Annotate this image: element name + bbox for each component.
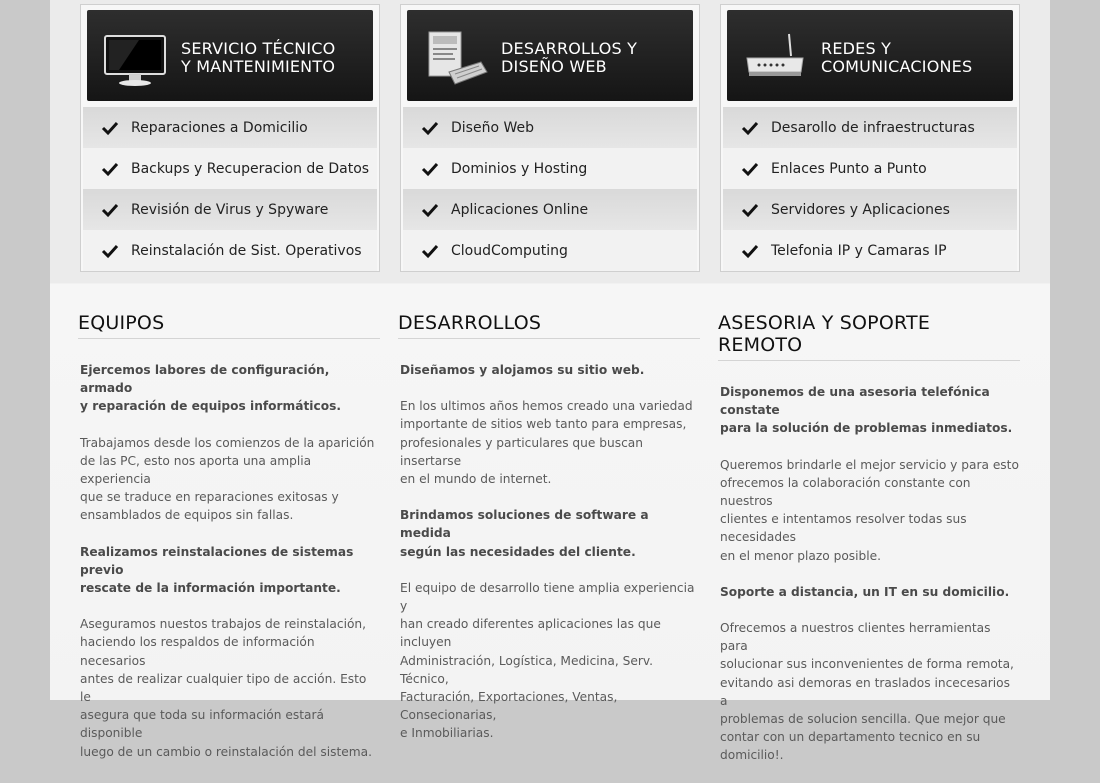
service-item-label: Diseño Web [451,119,534,136]
column-title: DESARROLLOS [398,312,700,339]
service-item-label: Reparaciones a Domicilio [131,119,308,136]
checkmark-icon [101,201,119,219]
service-item[interactable] [83,230,377,271]
info-column-equipos [78,312,380,779]
column-body [718,361,1020,765]
service-item[interactable] [83,107,377,148]
column-body [398,339,700,743]
checkmark-icon [101,160,119,178]
router-icon [739,26,811,90]
column-lead: Soporte a distancia, un IT en su domicilio. [720,584,1010,599]
column-title: EQUIPOS [78,312,380,339]
checkmark-icon [421,201,439,219]
column-paragraph: El equipo de desarrollo tiene amplia experiencia y han creado diferentes aplicaciones las que incluyen Administración, Logística, Medicina, Serv. Técnico, Facturación, Exportaciones, Ventas, Consecionarias, e Inmobiliarias. [400,580,695,741]
service-list [723,107,1017,271]
service-item[interactable] [403,189,697,230]
service-card-title: DESARROLLOS Y DISEÑO WEB [501,39,638,76]
service-item-label: Reinstalación de Sist. Operativos [131,242,362,259]
service-card-title: REDES Y COMUNICACIONES [821,39,973,76]
service-item[interactable] [403,107,697,148]
service-card-header[interactable] [727,10,1013,101]
service-item-label: Aplicaciones Online [451,201,589,218]
service-item-label: Servidores y Aplicaciones [771,201,950,218]
column-lead: Disponemos de una asesoria telefónica constate para la solución de problemas inmediatos. [720,385,1013,436]
column-lead: Ejercemos labores de configuración, armado y reparación de equipos informáticos. [80,363,341,414]
monitor-icon [99,26,171,90]
checkmark-icon [101,242,119,260]
column-paragraph: Trabajamos desde los comienzos de la aparición de las PC, esto nos aporta una amplia experiencia que se traduce en reparaciones exitosas y ensamblados de equipos sin fallas. [80,435,375,523]
service-item[interactable] [83,189,377,230]
checkmark-icon [741,242,759,260]
laptop-icon [419,26,491,90]
service-item-label: Dominios y Hosting [451,160,588,177]
service-item[interactable] [723,189,1017,230]
checkmark-icon [741,119,759,137]
info-column-desarrollos [398,312,700,761]
service-item[interactable] [723,107,1017,148]
column-lead: Brindamos soluciones de software a medida según las necesidades del cliente. [400,508,649,559]
checkmark-icon [421,160,439,178]
service-item-label: Backups y Recuperacion de Datos [131,160,370,177]
column-lead: Diseñamos y alojamos su sitio web. [400,363,645,377]
service-item-label: Enlaces Punto a Punto [771,160,927,177]
service-card-header[interactable] [87,10,373,101]
column-title: ASESORIA Y SOPORTE REMOTO [718,312,1020,361]
service-item[interactable] [403,148,697,189]
service-item-label: Telefonia IP y Camaras IP [771,242,947,259]
service-item-label: Revisión de Virus y Spyware [131,201,329,218]
service-card-title: SERVICIO TÉCNICO Y MANTENIMIENTO [181,39,336,76]
service-item[interactable] [83,148,377,189]
column-body [78,339,380,761]
service-card-desarrollo [400,4,700,272]
service-item[interactable] [723,148,1017,189]
service-item[interactable] [723,230,1017,271]
column-paragraph: Queremos brindarle el mejor servicio y para esto ofrecemos la colaboración constante con nuestros clientes e intentamos resolver todas sus necesidades en el menor plazo posible. [720,457,1019,563]
checkmark-icon [101,119,119,137]
service-card-header[interactable] [407,10,693,101]
service-list [83,107,377,271]
checkmark-icon [421,242,439,260]
service-list [403,107,697,271]
checkmark-icon [421,119,439,137]
page-content [50,0,1050,763]
column-paragraph: Ofrecemos a nuestros clientes herramientas para solucionar sus inconvenientes de forma remota, evitando asi demoras en traslados incecesarios a problemas de solucion sencilla. Que mejor que contar con un departamento tecnico en su domicilio!. [720,621,1014,763]
service-item-label: CloudComputing [451,242,568,259]
service-card-redes [720,4,1020,272]
info-column-asesoria [718,312,1020,783]
service-item[interactable] [403,230,697,271]
column-paragraph: En los ultimos años hemos creado una variedad importante de sitios web tanto para empresas, profesionales y particulares que buscan insertarse en el mundo de internet. [400,399,693,487]
service-item-label: Desarollo de infraestructuras [771,119,975,136]
column-paragraph: Aseguramos nuestos trabajos de reinstalación, haciendo los respaldos de información necesarios antes de realizar cualquier tipo de acción. Esto le asegura que toda su información estará disponible luego de un cambio o reinstalación del sistema. [80,617,372,759]
column-lead: Realizamos reinstalaciones de sistemas previo rescate de la información importante. [80,544,354,596]
checkmark-icon [741,201,759,219]
checkmark-icon [741,160,759,178]
service-card-soporte [80,4,380,272]
